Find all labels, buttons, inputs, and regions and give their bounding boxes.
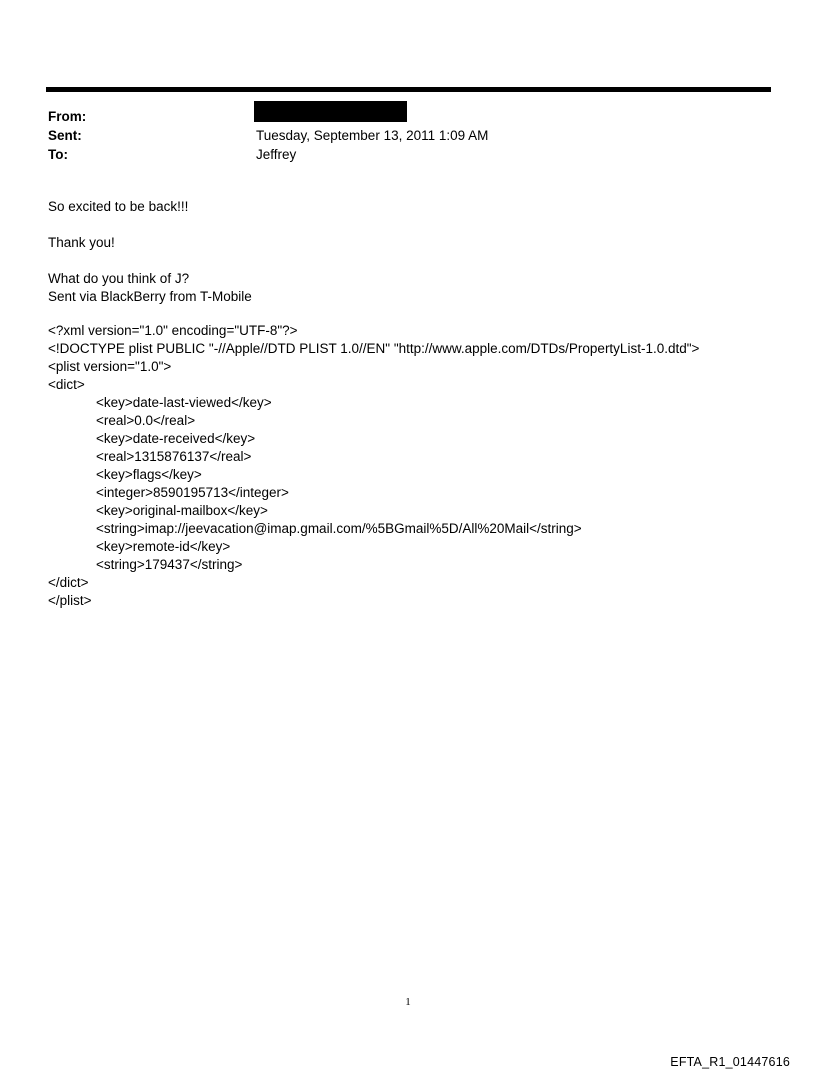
xml-line: <key>remote-id</key> bbox=[96, 539, 231, 554]
body-line: Thank you! bbox=[48, 235, 115, 250]
from-label: From: bbox=[48, 109, 87, 124]
email-body bbox=[48, 198, 778, 306]
from-row bbox=[48, 107, 768, 126]
xml-line: <key>date-received</key> bbox=[96, 431, 256, 446]
email-header bbox=[48, 107, 768, 164]
to-label: To: bbox=[48, 147, 68, 162]
sent-value: Tuesday, September 13, 2011 1:09 AM bbox=[256, 128, 489, 143]
body-line: So excited to be back!!! bbox=[48, 199, 189, 214]
xml-line: <integer>8590195713</integer> bbox=[96, 485, 289, 500]
sent-row bbox=[48, 126, 768, 145]
xml-line: <string>imap://jeevacation@imap.gmail.com/%5BGmail%5D/All%20Mail</string> bbox=[96, 521, 582, 536]
xml-line: <key>date-last-viewed</key> bbox=[96, 395, 272, 410]
xml-line: <real>1315876137</real> bbox=[96, 449, 252, 464]
xml-line: <key>flags</key> bbox=[96, 467, 202, 482]
to-value: Jeffrey bbox=[256, 147, 297, 162]
xml-line: </dict> bbox=[48, 575, 89, 590]
xml-line: <dict> bbox=[48, 377, 85, 392]
xml-line: </plist> bbox=[48, 593, 92, 608]
xml-line: <string>179437</string> bbox=[96, 557, 243, 572]
header-rule bbox=[46, 87, 771, 92]
xml-line: <?xml version="1.0" encoding="UTF-8"?> bbox=[48, 323, 298, 338]
plist-xml-block bbox=[48, 322, 778, 610]
xml-line: <key>original-mailbox</key> bbox=[96, 503, 268, 518]
xml-line: <!DOCTYPE plist PUBLIC "-//Apple//DTD PLIST 1.0//EN" "http://www.apple.com/DTDs/PropertyList-1.0.dtd"> bbox=[48, 341, 700, 356]
to-row bbox=[48, 145, 768, 164]
sent-label: Sent: bbox=[48, 128, 82, 143]
bates-number: EFTA_R1_01447616 bbox=[670, 1055, 790, 1069]
xml-line: <real>0.0</real> bbox=[96, 413, 196, 428]
body-line: What do you think of J? bbox=[48, 271, 190, 286]
redaction-box bbox=[254, 101, 407, 122]
page-number: 1 bbox=[405, 996, 411, 1008]
xml-line: <plist version="1.0"> bbox=[48, 359, 172, 374]
body-line: Sent via BlackBerry from T-Mobile bbox=[48, 289, 252, 304]
